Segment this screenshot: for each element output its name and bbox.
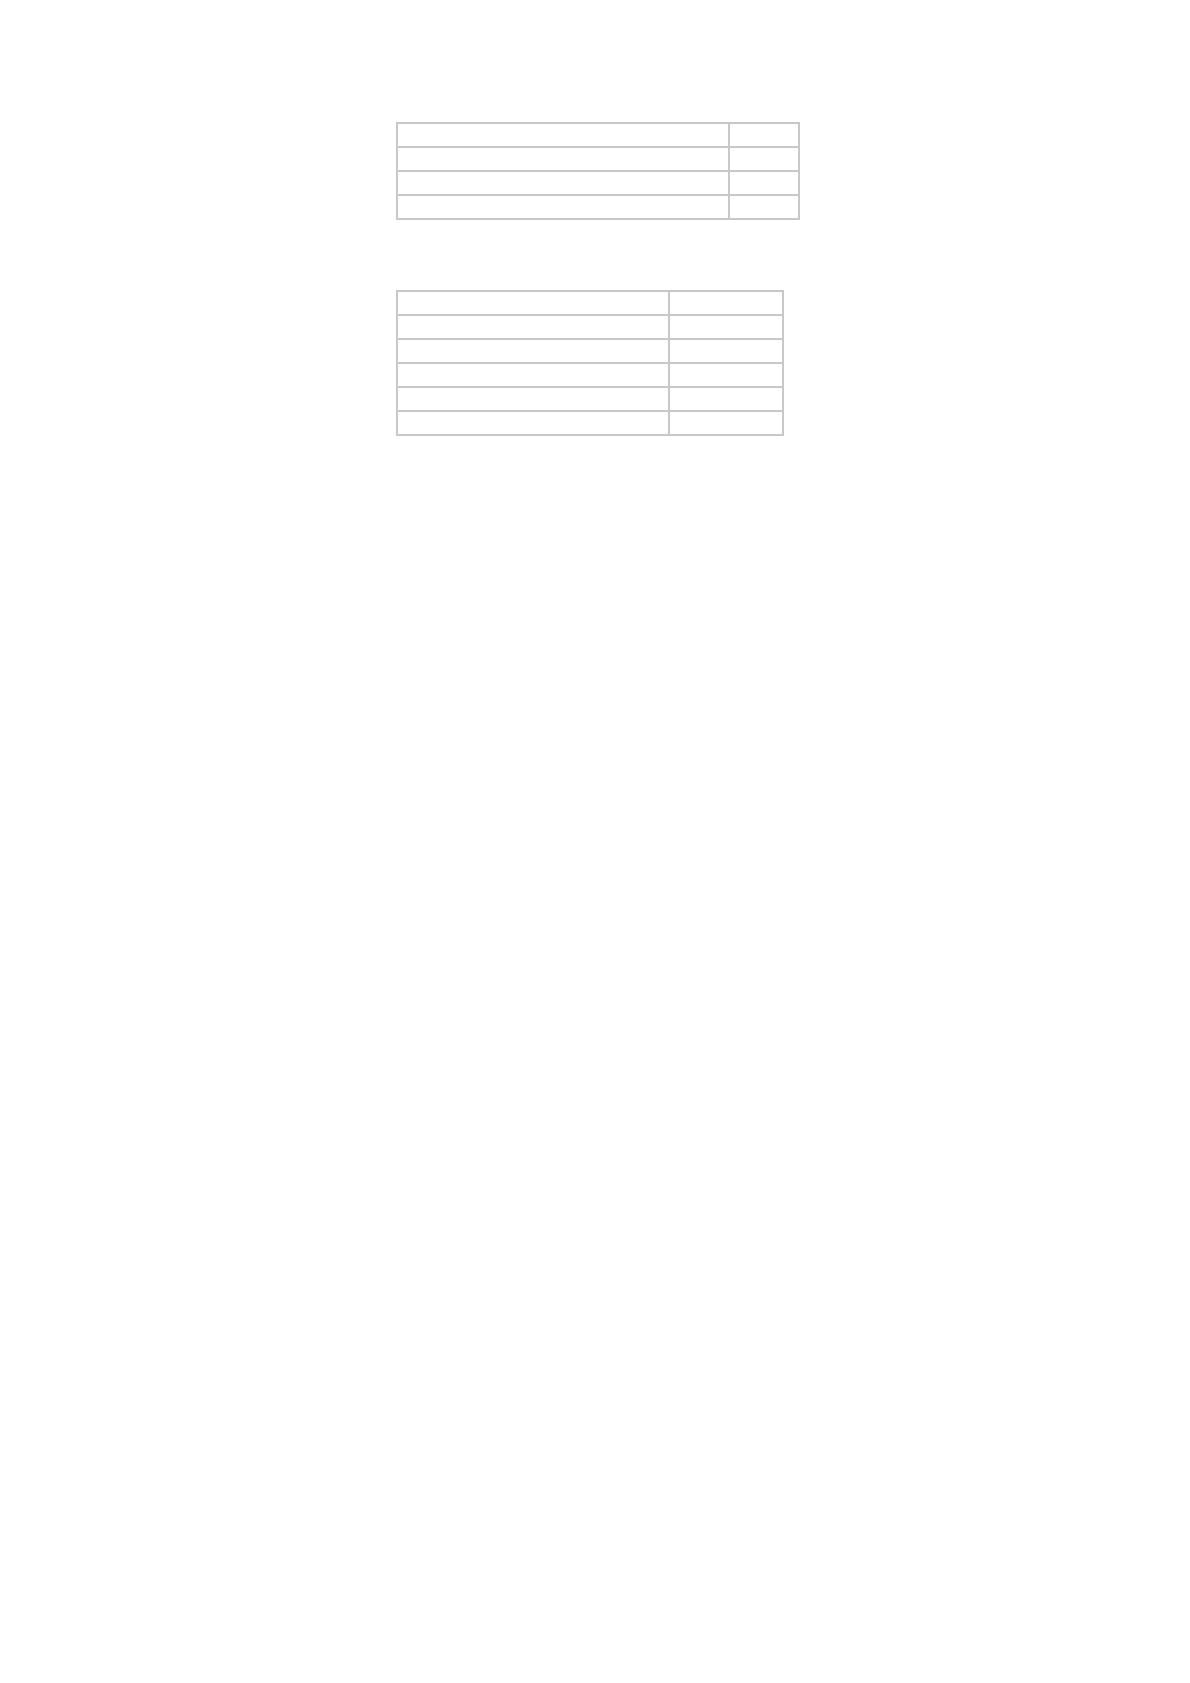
table-row — [397, 339, 783, 363]
table-cell-value — [669, 339, 783, 363]
table-cell-label — [397, 315, 669, 339]
table-row — [397, 195, 799, 219]
table-cell-label — [397, 123, 729, 147]
table-cell-value — [729, 147, 799, 171]
table-row — [397, 291, 783, 315]
exercise-list — [130, 480, 1070, 744]
table-row — [397, 387, 783, 411]
table-cell-label — [397, 387, 669, 411]
table-row — [397, 123, 799, 147]
table-cell-value — [669, 387, 783, 411]
table-cell-label — [397, 171, 729, 195]
table-cell-label — [397, 291, 669, 315]
table-cell-value — [669, 411, 783, 435]
table-row — [397, 147, 799, 171]
table-cell-label — [397, 363, 669, 387]
table-row — [397, 411, 783, 435]
table-cell-value — [669, 315, 783, 339]
table-cell-label — [397, 147, 729, 171]
table-row — [397, 315, 783, 339]
table-cell-value — [729, 171, 799, 195]
table-cell-value — [729, 123, 799, 147]
table-cell-label — [397, 411, 669, 435]
table-cell-label — [397, 195, 729, 219]
table-cell-value — [729, 195, 799, 219]
data-table-2 — [396, 290, 784, 436]
table-row — [397, 363, 783, 387]
table-row — [397, 171, 799, 195]
data-table-1 — [396, 122, 800, 220]
bullet-paragraph — [138, 246, 1038, 262]
table-cell-value — [669, 363, 783, 387]
table-cell-value — [669, 291, 783, 315]
table-cell-label — [397, 339, 669, 363]
